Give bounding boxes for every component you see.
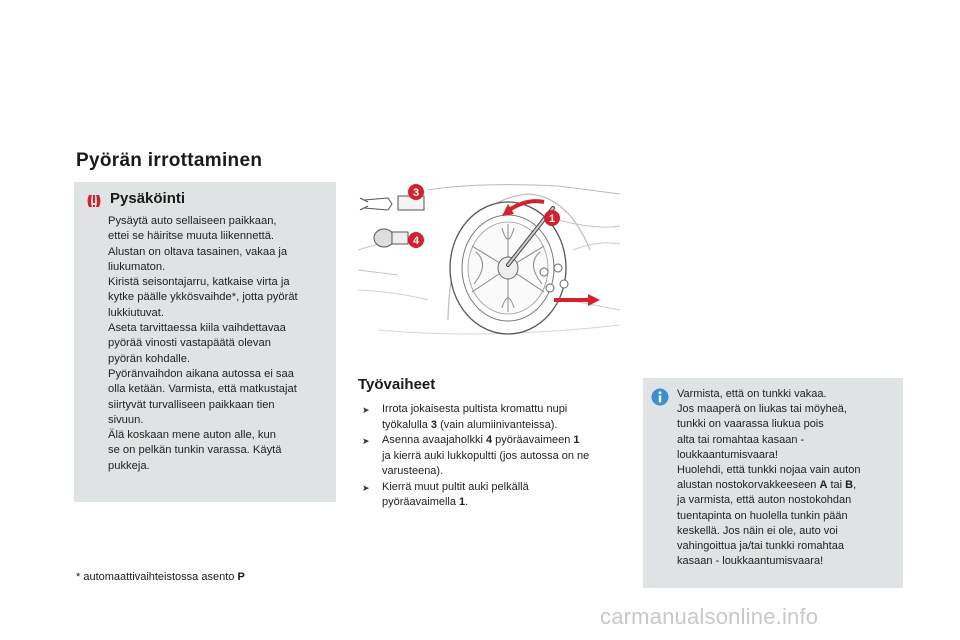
step-line — [382, 433, 620, 449]
info-line: ja varmista, että auton nostokohdan — [677, 494, 852, 507]
page-title: Pyörän irrottaminen — [76, 150, 263, 171]
parking-warning-box — [74, 182, 336, 502]
step-text: (vain alumiinivanteissa). — [437, 418, 558, 431]
warning-line: lukkiutuvat. — [108, 306, 164, 319]
warning-line: Kiristä seisontajarru, katkaise virta ja — [108, 276, 290, 289]
info-text-part: , — [853, 479, 857, 492]
info-ref: B — [845, 479, 854, 492]
warning-title: Pysäköinti — [110, 190, 186, 207]
info-line: Varmista, että on tunkki vakaa. — [677, 388, 827, 400]
info-line: keskellä. Jos näin ei ole, auto voi — [677, 524, 838, 537]
warning-line: sivuun. — [108, 413, 144, 426]
warning-line: Älä koskaan mene auton alle, kun — [108, 429, 276, 442]
step-text: . — [465, 496, 469, 508]
step-item — [362, 402, 620, 433]
watermark: carmanualsonline.info — [600, 604, 819, 629]
warning-line: ettei se häiritse muuta liikennettä. — [108, 230, 275, 243]
warning-exclamation-icon — [84, 191, 104, 211]
warning-line: se on pelkän tunkin varassa. Käytä — [108, 444, 282, 457]
info-line: tunkki on vaarassa liukua pois — [677, 418, 824, 431]
info-ref: A — [819, 479, 828, 492]
step-ref: 3 — [430, 418, 438, 431]
callout-1-label: 1 — [548, 213, 556, 225]
step-text: pyöräavaimeen — [492, 434, 574, 446]
warning-line: siirtyvät turvalliseen paikkaan tien — [108, 398, 275, 411]
warning-line: pyörän kohdalle. — [108, 352, 191, 365]
work-steps-list — [362, 402, 620, 511]
step-line: Irrota jokaisesta pultista kromattu nupi — [382, 403, 568, 415]
wheel-removal-illustration — [358, 180, 620, 340]
footnote — [76, 571, 245, 583]
step-item — [362, 433, 620, 480]
step-line — [382, 495, 620, 511]
warning-line: liukumaton. — [108, 260, 166, 273]
step-line: Kierrä muut pultit auki pelkällä — [382, 480, 529, 493]
step-line: ja kierrä auki lukkopultti (jos autossa on ne — [382, 449, 590, 462]
warning-line: olla ketään. Varmista, että matkustajat — [108, 383, 297, 396]
callout-4-label: 4 — [412, 235, 420, 247]
step-text: pyöräavaimella — [382, 496, 460, 508]
step-text: työkalulla — [382, 418, 431, 431]
info-text-part: tai — [827, 479, 846, 492]
step-ref: 1 — [459, 496, 466, 508]
step-ref: 1 — [573, 434, 580, 446]
info-line: loukkaantumisvaara! — [677, 448, 778, 461]
info-icon — [651, 388, 669, 406]
warning-text — [108, 214, 330, 474]
step-line: varusteena). — [382, 465, 444, 477]
work-steps-title: Työvaiheet — [358, 376, 436, 393]
step-arrow-icon: ➤ — [362, 482, 370, 493]
info-text — [677, 387, 899, 569]
warning-line: Pysäytä auto sellaiseen paikkaan, — [108, 215, 277, 227]
callout-3-label: 3 — [412, 187, 420, 199]
info-line: vahingoittua ja/tai tunkki romahtaa — [677, 540, 844, 553]
info-text-part: alustan nostokorvakkeeseen — [677, 479, 820, 492]
warning-line: pyörää vinosti vastapäätä olevan — [108, 337, 271, 350]
warning-line: Aseta tarvittaessa kiila vaihdettavaa — [108, 322, 286, 335]
info-line: alta tai romahtaa kasaan - — [677, 433, 805, 446]
jack-info-box — [643, 378, 903, 588]
info-line: Jos maaperä on liukas tai möyheä, — [677, 403, 847, 416]
warning-line: Pyöränvaihdon aikana autossa ei saa — [108, 367, 294, 380]
locking-socket — [374, 229, 394, 247]
info-line: kasaan - loukkaantumisvaara! — [677, 555, 824, 568]
step-arrow-icon: ➤ — [362, 405, 370, 415]
warning-line: Alustan on oltava tasainen, vakaa ja — [108, 245, 288, 258]
step-item — [362, 480, 620, 511]
step-ref: 4 — [485, 434, 493, 446]
warning-line: pukkeja. — [108, 459, 150, 472]
step-text: Asenna avaajaholkki — [382, 434, 486, 446]
info-line: Huolehdi, että tunkki nojaa vain auton — [677, 464, 861, 477]
warning-line: kytke päälle ykkösvaihde*, jotta pyörät — [108, 291, 298, 304]
info-line: tuentapinta on huolella tunkin pään — [677, 509, 848, 522]
info-line — [677, 478, 899, 493]
footnote-text: * automaattivaihteistossa asento — [76, 571, 238, 583]
footnote-gear: P — [237, 571, 245, 583]
step-arrow-icon: ➤ — [362, 436, 370, 446]
step-line — [382, 418, 620, 434]
